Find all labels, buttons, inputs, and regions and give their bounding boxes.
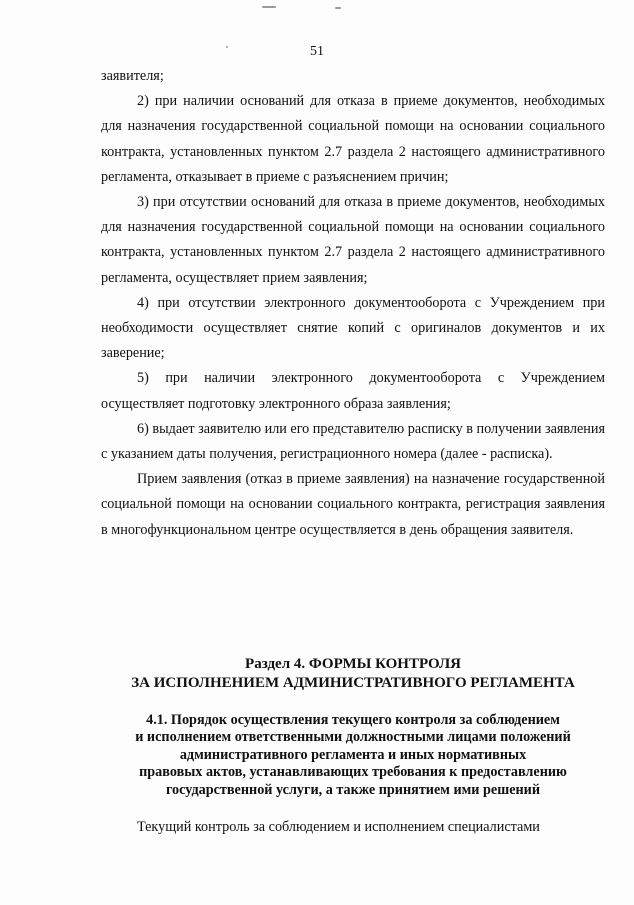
subsection-heading-line: правовых актов, устанавливающих требования к предоставлению — [139, 764, 567, 781]
paragraph: заявителя; — [101, 68, 164, 84]
scan-mark — [262, 6, 276, 8]
subsection-heading — [101, 712, 605, 799]
subsection-heading-line: государственной услуги, а также принятием ими решений — [165, 781, 541, 798]
subsection-heading-line: и исполнением ответственными должностными лицами положений — [135, 729, 571, 746]
subsection-heading-line: административного регламента и иных нормативных — [179, 746, 527, 763]
page-number: 51 — [310, 44, 324, 59]
paragraph: 2) при наличии оснований для отказа в приеме документов, необходимых для назначения государственной социальной помощи на основании социального контракта, установленных пунктом 2.7 раздела 2 настоящего административного регламента, отказывает в приеме с разъяснением причин; — [101, 93, 605, 185]
paragraph: 3) при отсутствии оснований для отказа в приеме документов, необходимых для назначения государственной социальной помощи на основании социального контракта, установленных пунктом 2.7 раздела 2 настоящего административного регламента, осуществляет прием заявления; — [101, 194, 605, 286]
section-heading — [101, 655, 605, 693]
paragraph: 5) при наличии электронного документооборота с Учреждением осуществляет подготовку электронного образа заявления; — [101, 370, 605, 412]
paragraph: Прием заявления (отказ в приеме заявления) на назначение государственной социальной помощи на основании социального контракта, регистрация заявления в многофункциональном центре осуществляется в день обращения заявителя. — [101, 471, 605, 538]
paragraph: Текущий контроль за соблюдением и исполнением специалистами — [137, 819, 540, 835]
scan-mark — [335, 7, 341, 9]
subsection-heading-line: 4.1. Порядок осуществления текущего контроля за соблюдением — [146, 712, 560, 728]
paragraph: 4) при отсутствии электронного документооборота с Учреждением при необходимости осуществляет снятие копий с оригиналов документов и их заверение; — [101, 294, 605, 362]
paragraph: 6) выдает заявителю или его представителю расписку в получении заявления с указанием даты получения, регистрационного номера (далее - расписка). — [101, 420, 606, 463]
section-heading-line: Раздел 4. ФОРМЫ КОНТРОЛЯ — [245, 656, 461, 672]
body-text — [101, 64, 605, 543]
section-heading-line: ЗА ИСПОЛНЕНИЕМ АДМИНИСТРАТИВНОГО РЕГЛАМЕНТА — [131, 675, 575, 691]
body-text-continued — [101, 815, 605, 840]
